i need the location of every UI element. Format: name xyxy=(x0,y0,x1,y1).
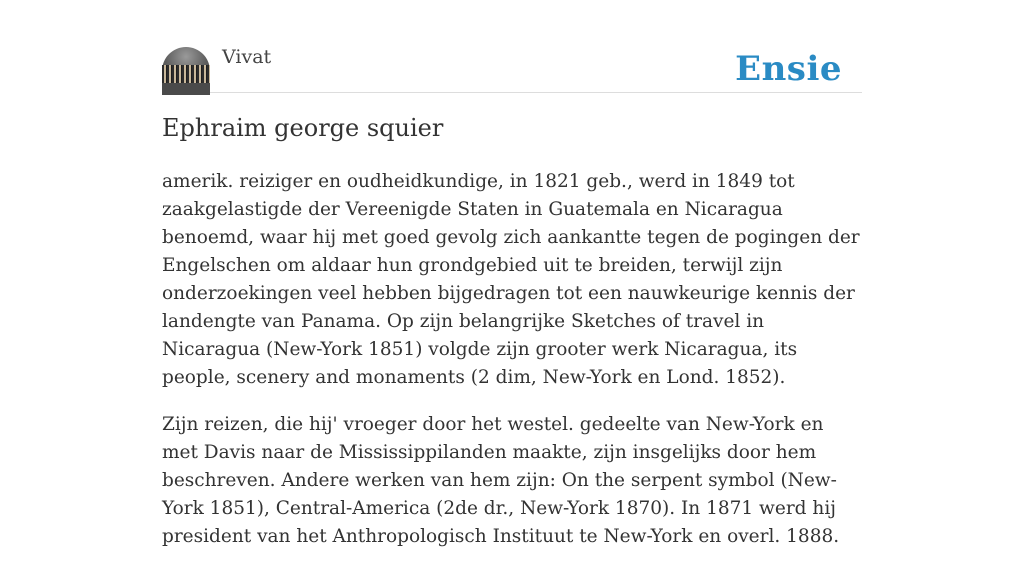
article-paragraph: amerik. reiziger en oudheidkundige, in 1821 geb., werd in 1849 tot zaakgelastigde der Vereenigde Staten in Guatemala en Nicaragua benoemd, waar hij met goed gevolg zich aankantte tegen de pogingen der Engelschen om aldaar hun grondgebied uit te breiden, terwijl zijn onderzoekingen veel hebben bijgedragen tot een nauwkeurige kennis der landengte van Panama. Op zijn belangrijke Sketches of travel in Nicaragua (New-York 1851) volgde zijn grooter werk Nicaragua, its people, scenery and monaments (2 dim, New-York en Lond. 1852). xyxy=(162,171,860,388)
user-avatar[interactable] xyxy=(162,47,210,95)
article-title: Ephraim george squier xyxy=(162,114,444,142)
site-logo[interactable]: Ensie xyxy=(735,49,842,89)
article-paragraph: Zijn reizen, die hij' vroeger door het westel. gedeelte van New-York en met Davis naar de Mississippilanden maakte, zijn insgelijks door hem beschreven. Andere werken van hem zijn: On the serpent symbol (New-York 1851), Central-America (2de dr., New-York 1870). In 1871 werd hij president van het Anthropologisch Instituut te New-York en overl. 1888. xyxy=(162,414,840,547)
article-body xyxy=(162,168,862,570)
site-header xyxy=(162,44,862,93)
bookshelf-icon xyxy=(162,65,210,83)
author-name[interactable]: Vivat xyxy=(222,46,272,68)
